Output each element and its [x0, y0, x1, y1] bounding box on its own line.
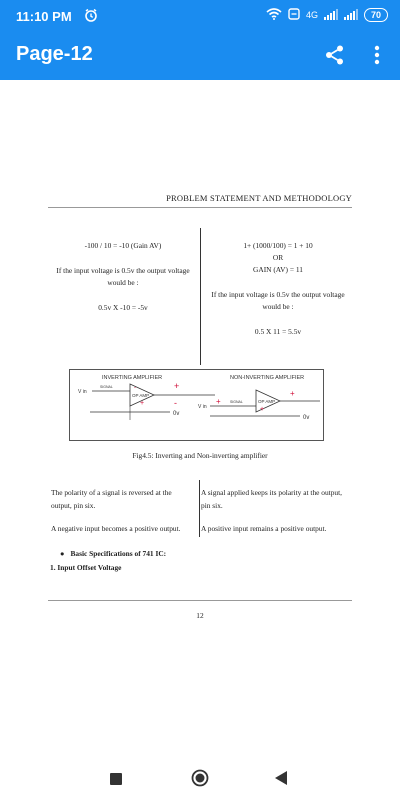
left-calc-3: would be :: [107, 278, 139, 287]
noninverting-amp-title: NON-INVERTING AMPLIFIER: [230, 375, 305, 381]
footer-rule: [48, 600, 352, 601]
right-calc-5: would be :: [262, 302, 294, 311]
right-calc-2: OR: [272, 253, 284, 262]
right-calc-6: 0.5 X 11 = 5.5v: [254, 327, 302, 336]
left-calc-2: If the input voltage is 0.5v the output voltage: [56, 266, 190, 275]
section-heading: 1. Input Offset Voltage: [50, 563, 122, 572]
alarm-icon: [84, 8, 98, 27]
inv-output-minus: -: [174, 398, 177, 408]
more-vert-icon[interactable]: [368, 44, 386, 71]
right-calc-1: 1+ (1000/100) = 1 + 10: [243, 241, 313, 250]
status-bar: [0, 0, 400, 34]
noninv-0v-label: 0v: [303, 415, 310, 421]
left-calc-1: -100 / 10 = -10 (Gain AV): [84, 241, 162, 250]
noninv-opamp-label: OP AMP: [258, 399, 276, 404]
signal-icon-2: [344, 9, 358, 22]
page-number: 12: [196, 611, 204, 620]
noninv-plus-mid: +: [260, 406, 265, 413]
right-calc-3: GAIN (AV) = 11: [253, 265, 303, 274]
compare-right-1b: pin six.: [201, 501, 223, 510]
page-title: Page-12: [16, 43, 93, 65]
system-nav-bar: [0, 760, 400, 800]
inv-opamp-label: OP AMP: [132, 393, 150, 398]
left-calc-4: 0.5v X -10 = -5v: [98, 303, 148, 312]
back-icon[interactable]: [275, 771, 287, 790]
noninv-plus-in: +: [216, 397, 221, 406]
bullet-dot: ●: [60, 549, 65, 558]
inv-plus-sign: +: [140, 400, 145, 407]
right-calc-4: If the input voltage is 0.5v the output voltage: [211, 290, 345, 299]
column-divider: [200, 228, 201, 365]
signal-icon: [324, 9, 338, 22]
signal-4g-label: 4G: [305, 10, 318, 20]
noninv-vin-label: V in: [198, 404, 207, 410]
specs-bullet-text: Basic Specifications of 741 IC:: [70, 549, 167, 558]
compare-left-2: A negative input becomes a positive output.: [51, 524, 181, 533]
compare-right-2: A positive input remains a positive output.: [201, 524, 327, 533]
header-rule: [48, 207, 352, 208]
amplifier-circuit-figure: [69, 369, 324, 441]
specs-bullet: [60, 547, 166, 560]
compare-right-1a: A signal applied keeps its polarity at the output,: [201, 488, 343, 497]
inverting-amp-title: INVERTING AMPLIFIER: [102, 375, 163, 381]
compare-left-1a: The polarity of a signal is reversed at the: [51, 488, 172, 497]
share-icon[interactable]: [324, 44, 346, 71]
battery-indicator: 70: [364, 8, 388, 22]
data-saver-icon: [288, 8, 300, 22]
document-header: PROBLEM STATEMENT AND METHODOLOGY: [166, 193, 352, 203]
inv-minus-sign: -: [134, 385, 136, 391]
document-page: [0, 80, 400, 760]
inv-vin-label: V in: [78, 389, 87, 395]
app-bar: [0, 34, 400, 80]
noninv-signal-label: SIGNAL: [230, 400, 243, 404]
status-time: 11:10 PM: [16, 9, 72, 24]
inv-signal-label: SIGNAL: [100, 385, 113, 389]
compare-left-1b: output, pin six.: [51, 501, 96, 510]
home-icon[interactable]: [191, 769, 209, 792]
figure-caption: Fig4.5: Inverting and Non-inverting amplifier: [132, 451, 268, 460]
wifi-icon: [266, 8, 282, 22]
noninv-plus-out: +: [290, 389, 295, 398]
inv-0v-label: 0v: [173, 411, 180, 417]
inv-output-plus: +: [174, 381, 180, 391]
compare-divider: [199, 480, 200, 537]
recents-icon[interactable]: [110, 772, 122, 790]
